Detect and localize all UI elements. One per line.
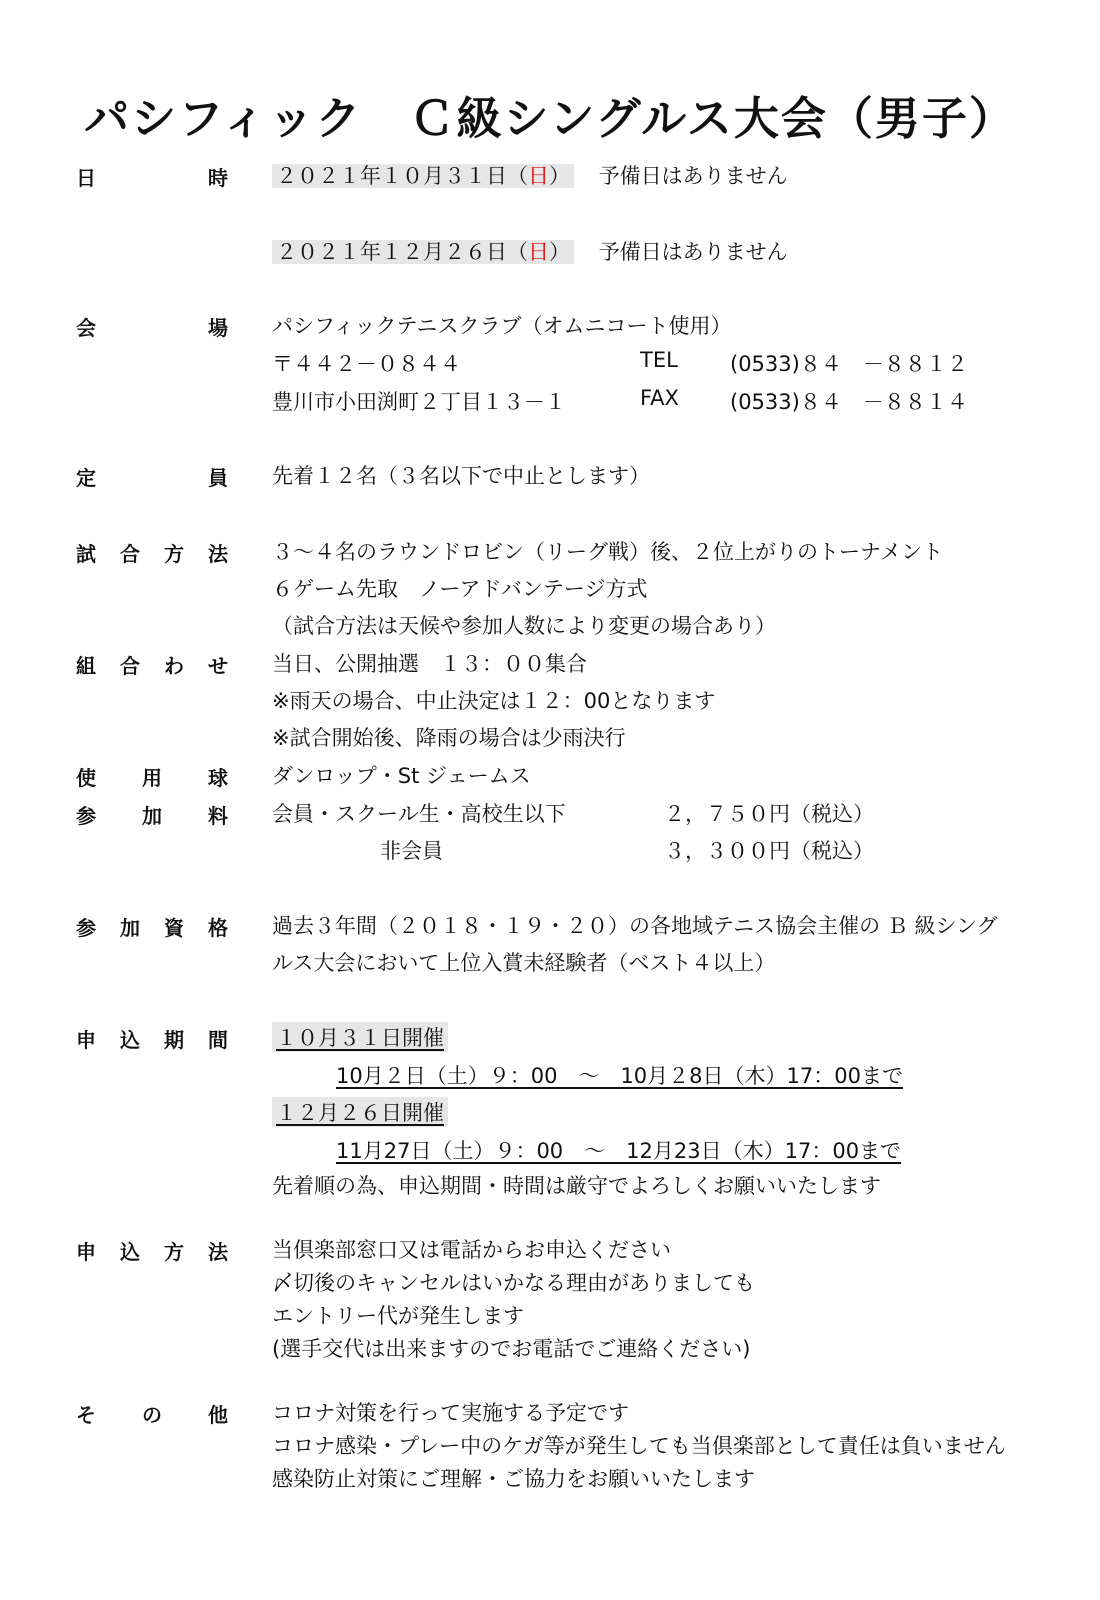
venue-name: パシフィックテニスクラブ（オムニコート使用）: [272, 314, 732, 338]
method-line-2: 〆切後のキャンセルはいかなる理由がありましても: [272, 1271, 755, 1295]
tel-label: TEL: [640, 348, 678, 372]
label-capacity: 定 員: [76, 466, 228, 490]
fee-member-label: 会員・スクール生・高校生以下: [272, 802, 566, 826]
label-other: そ の 他: [76, 1403, 228, 1427]
eligibility-line-2: ルス大会において上位入賞未経験者（ベスト４以上）: [272, 951, 776, 975]
fee-nonmember-price: ３，３００円（税込）: [664, 839, 874, 863]
label-method: 申 込 方 法: [76, 1240, 228, 1264]
date-row-2: [272, 236, 788, 266]
date-1: ２０２１年１０月３１日（日）: [272, 164, 574, 188]
weekday-1: 日: [528, 164, 549, 188]
label-fee: 参 加 料: [76, 804, 228, 828]
label-format: 試 合 方 法: [76, 542, 228, 566]
draw-line-2: ※雨天の場合、中止決定は１２：00となります: [272, 689, 716, 713]
venue-address: 豊川市小田渕町２丁目１３－１: [272, 390, 566, 414]
label-period: 申 込 期 間: [76, 1028, 228, 1052]
tel-number: (0533)８４ －８８１２: [730, 352, 968, 376]
format-line-2: ６ゲーム先取 ノーアドバンテージ方式: [272, 577, 648, 601]
label-eligibility: 参 加 資 格: [76, 916, 228, 940]
fax-label: FAX: [640, 386, 679, 410]
draw-line-1: 当日、公開抽選 １３：００集合: [272, 652, 587, 676]
label-date: 日 時: [76, 166, 228, 190]
capacity-text: 先着１２名（３名以下で中止とします）: [272, 464, 650, 488]
label-draw: 組 合 わ せ: [76, 654, 228, 678]
reserve-note-1: 予備日はありません: [598, 164, 788, 188]
date-2: ２０２１年１２月２６日（日）: [272, 240, 574, 264]
venue-postal: 〒４４２－０８４４: [272, 352, 461, 376]
format-line-3: （試合方法は天候や参加人数により変更の場合あり）: [272, 614, 776, 638]
reserve-note-2: 予備日はありません: [598, 240, 788, 264]
event1-heading: １０月３１日開催: [272, 1022, 448, 1052]
format-line-1: ３～４名のラウンドロビン（リーグ戦）後、２位上がりのトーナメント: [272, 540, 944, 564]
label-venue: 会 場: [76, 316, 228, 340]
other-line-2: コロナ感染・プレー中のケガ等が発生しても当倶楽部として責任は負いません: [272, 1434, 1006, 1458]
weekday-2: 日: [528, 240, 549, 264]
ball-text: ダンロップ・St ジェームス: [272, 764, 531, 788]
other-line-3: 感染防止対策にご理解・ご協力をお願いいたします: [272, 1467, 755, 1491]
event2-range: 11月27日（土）９：00 ～ 12月23日（木）17：00まで: [336, 1139, 902, 1163]
event1-range: 10月２日（土）９：00 ～ 10月２8日（木）17：00まで: [336, 1064, 903, 1088]
eligibility-line-1: 過去３年間（２０１８・１９・２０）の各地域テニス協会主催の Ｂ 級シング: [272, 914, 998, 938]
method-line-1: 当倶楽部窓口又は電話からお申込ください: [272, 1238, 671, 1262]
other-line-1: コロナ対策を行って実施する予定です: [272, 1401, 629, 1425]
fee-member-price: ２，７５０円（税込）: [664, 802, 874, 826]
method-line-4: (選手交代は出来ますのでお電話でご連絡ください): [272, 1337, 751, 1361]
page-title: パシフィック Ｃ級シングルス大会（男子）: [84, 92, 1016, 145]
draw-line-3: ※試合開始後、降雨の場合は少雨決行: [272, 726, 626, 750]
label-ball: 使 用 球: [76, 766, 228, 790]
date-row-1: [272, 160, 788, 190]
fax-number: (0533)８４ －８８１４: [730, 390, 968, 414]
event2-heading: １２月２６日開催: [272, 1097, 448, 1127]
method-line-3: エントリー代が発生します: [272, 1304, 524, 1328]
period-note: 先着順の為、申込期間・時間は厳守でよろしくお願いいたします: [272, 1174, 881, 1198]
fee-nonmember-label: 非会員: [380, 839, 443, 863]
